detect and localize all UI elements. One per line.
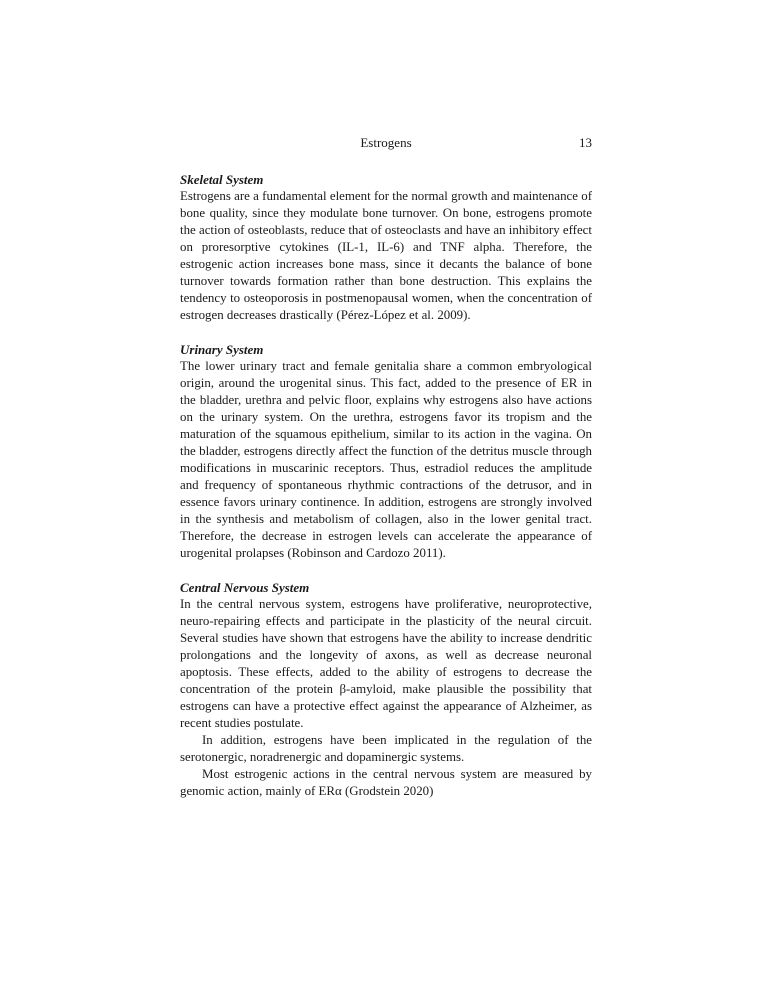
section-heading: Skeletal System <box>180 172 264 187</box>
running-header <box>180 134 592 154</box>
section-skeletal-system <box>180 171 592 324</box>
page-number: 13 <box>579 135 592 150</box>
running-title: Estrogens <box>360 135 412 150</box>
paragraph: The lower urinary tract and female genitalia share a common embryological origin, around the urogenital sinus. This fact, added to the presence of ER in the bladder, urethra and pelvic floor, explains why estrogens also have actions on the urinary system. On the urethra, estrogens favor its tropism and the maturation of the squamous epithelium, similar to its action in the vagina. On the bladder, estrogens directly affect the function of the detritus muscle through modifications in muscarinic receptors. Thus, estradiol reduces the amplitude and frequency of spontaneous rhythmic contractions of the detrusor, and in essence favors urinary continence. In addition, estrogens are strongly involved in the synthesis and metabolism of collagen, also in the lower genital tract. Therefore, the decrease in estrogen levels can accelerate the appearance of urogenital prolapses (Robinson and Cardozo 2011). <box>180 359 592 560</box>
paragraph: In the central nervous system, estrogens have proliferative, neuroprotective, neuro-repairing effects and participate in the plasticity of the neural circuit. Several studies have shown that estrogens have the ability to increase dendritic prolongations and the longevity of axons, as well as decrease neuronal apoptosis. These effects, added to the ability of estrogens to decrease the concentration of the protein β-amyloid, make plausible the possibility that estrogens can have a protective effect against the appearance of Alzheimer, as recent studies postulate. <box>180 597 592 730</box>
paragraph: Most estrogenic actions in the central nervous system are measured by genomic action, mainly of ERα (Grodstein 2020) <box>180 767 592 798</box>
book-page <box>180 134 592 800</box>
section-central-nervous-system <box>180 579 592 800</box>
section-heading: Central Nervous System <box>180 580 310 595</box>
section-urinary-system <box>180 341 592 562</box>
section-heading: Urinary System <box>180 342 264 357</box>
paragraph: Estrogens are a fundamental element for the normal growth and maintenance of bone quality, since they modulate bone turnover. On bone, estrogens promote the action of osteoblasts, reduce that of osteoclasts and have an inhibitory effect on proresorptive cytokines (IL-1, IL-6) and TNF alpha. Therefore, the estrogenic action increases bone mass, since it decants the balance of bone turnover towards formation rather than bone destruction. This explains the tendency to osteoporosis in postmenopausal women, when the concentration of estrogen decreases drastically (Pérez-López et al. 2009). <box>180 189 592 322</box>
paragraph: In addition, estrogens have been implicated in the regulation of the serotonergic, noradrenergic and dopaminergic systems. <box>180 733 592 764</box>
